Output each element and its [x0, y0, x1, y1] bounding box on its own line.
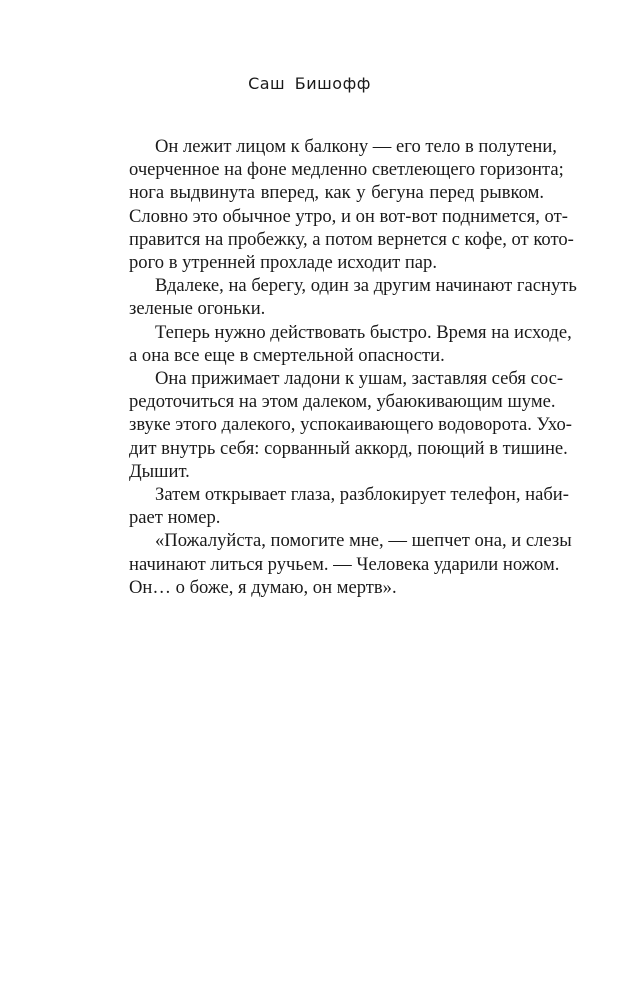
text-line: очерченное на фоне медленно светлеющего горизонта;: [129, 159, 564, 181]
paragraph: [103, 135, 574, 274]
text-line: редоточиться на этом далеком, убаюкивающим шуме.: [129, 391, 556, 413]
paragraph: [103, 529, 572, 599]
text-line: звуке этого далекого, успокаивающего водоворота. Ухо-: [129, 414, 572, 436]
running-head: Саш Бишофф: [248, 74, 371, 93]
text-line: правится на пробежку, а потом вернется с кофе, от кото-: [129, 228, 574, 250]
paragraph: [103, 483, 569, 529]
text-line: Затем открывает глаза, разблокирует телефон, наби-: [155, 484, 569, 506]
text-line: «Пожалуйста, помогите мне, — шепчет она, и слезы: [155, 530, 572, 552]
paragraph: [103, 367, 572, 483]
body-text: [103, 135, 577, 599]
text-line: начинают литься ручьем. — Человека ударили ножом.: [129, 553, 560, 575]
paragraph: [103, 274, 577, 320]
text-line: Вдалеке, на берегу, один за другим начинают гаснуть: [155, 275, 577, 297]
text-line: рого в утренней прохладе исходит пар.: [129, 252, 437, 274]
text-line: Она прижимает ладони к ушам, заставляя себя сос-: [155, 368, 564, 390]
text-line: Дышит.: [129, 460, 190, 482]
text-line: зеленые огоньки.: [129, 298, 266, 320]
text-line: а она все еще в смертельной опасности.: [129, 344, 445, 366]
text-line: дит внутрь себя: сорванный аккорд, поющий в тишине.: [129, 437, 568, 459]
text-line: Словно это обычное утро, и он вот-вот поднимется, от-: [129, 205, 568, 227]
paragraph: [103, 321, 572, 367]
text-line: Он лежит лицом к балкону — его тело в полутени,: [155, 136, 557, 157]
text-line: Теперь нужно действовать быстро. Время на исходе,: [155, 321, 572, 343]
text-line: рает номер.: [129, 507, 221, 529]
text-line: Он… о боже, я думаю, он мертв».: [129, 576, 397, 598]
text-line: нога выдвинута вперед, как у бегуна перед рывком.: [129, 182, 544, 204]
